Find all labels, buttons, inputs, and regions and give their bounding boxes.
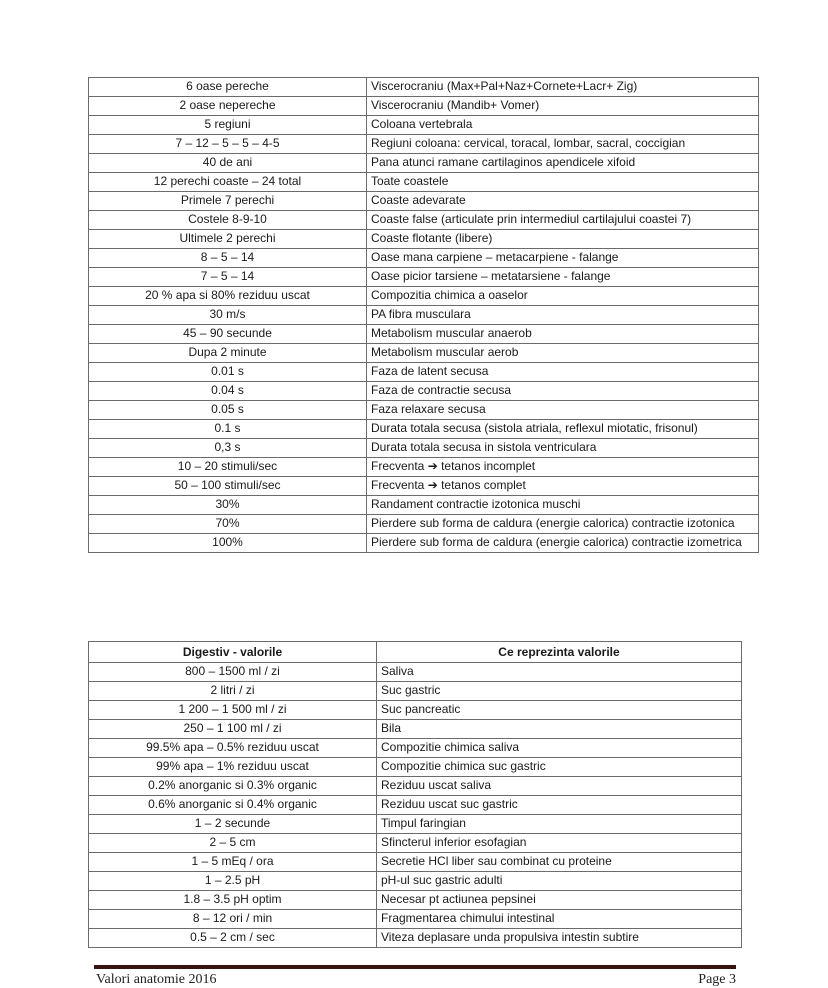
description-cell: Regiuni coloana: cervical, toracal, lombar, sacral, coccigian [367,135,759,154]
value-cell: 800 – 1500 ml / zi [89,663,377,682]
value-cell: 1 200 – 1 500 ml / zi [89,701,377,720]
table-row [89,173,759,192]
description-cell: Suc pancreatic [377,701,742,720]
table-row [89,796,742,815]
description-cell: Fragmentarea chimului intestinal [377,910,742,929]
value-cell: 40 de ani [89,154,367,173]
value-cell: 8 – 12 ori / min [89,910,377,929]
table-row [89,663,742,682]
description-cell: Viscerocraniu (Mandib+ Vomer) [367,97,759,116]
footer-rule [94,965,736,969]
table-row [89,891,742,910]
value-cell: 2 litri / zi [89,682,377,701]
value-cell: 70% [89,515,367,534]
table-row [89,515,759,534]
description-cell: Coloana vertebrala [367,116,759,135]
description-cell: Randament contractie izotonica muschi [367,496,759,515]
value-cell: 5 regiuni [89,116,367,135]
table-row [89,420,759,439]
table-row [89,534,759,553]
table-row [89,268,759,287]
description-cell: Faza relaxare secusa [367,401,759,420]
value-cell: 1 – 5 mEq / ora [89,853,377,872]
table-row [89,344,759,363]
header-values: Digestiv - valorile [89,642,377,663]
value-cell: 0.05 s [89,401,367,420]
value-cell: Ultimele 2 perechi [89,230,367,249]
table-row [89,78,759,97]
header-meaning: Ce reprezinta valorile [377,642,742,663]
description-cell: Necesar pt actiunea pepsinei [377,891,742,910]
description-cell: Reziduu uscat suc gastric [377,796,742,815]
table-row [89,758,742,777]
table-row [89,834,742,853]
value-cell: 8 – 5 – 14 [89,249,367,268]
table-row [89,192,759,211]
value-cell: 6 oase pereche [89,78,367,97]
description-cell: Reziduu uscat saliva [377,777,742,796]
table-row [89,872,742,891]
description-cell: Metabolism muscular aerob [367,344,759,363]
description-cell: Coaste flotante (libere) [367,230,759,249]
footer-title: Valori anatomie 2016 [96,972,217,987]
table-row [89,682,742,701]
description-cell: Compozitie chimica saliva [377,739,742,758]
value-cell: 7 – 5 – 14 [89,268,367,287]
description-cell: Pierdere sub forma de caldura (energie calorica) contractie izotonica [367,515,759,534]
table-row [89,230,759,249]
description-cell: Faza de latent secusa [367,363,759,382]
value-cell: 0.01 s [89,363,367,382]
description-cell: Faza de contractie secusa [367,382,759,401]
table-row [89,777,742,796]
table-row [89,496,759,515]
description-cell: Coaste false (articulate prin intermediul cartilajului coastei 7) [367,211,759,230]
value-cell: 250 – 1 100 ml / zi [89,720,377,739]
table-row [89,249,759,268]
description-cell: Metabolism muscular anaerob [367,325,759,344]
value-cell: 30 m/s [89,306,367,325]
value-cell: 7 – 12 – 5 – 5 – 4-5 [89,135,367,154]
value-cell: 0,3 s [89,439,367,458]
description-cell: Durata totala secusa in sistola ventriculara [367,439,759,458]
value-cell: 2 oase nepereche [89,97,367,116]
description-cell: Pana atunci ramane cartilaginos apendicele xifoid [367,154,759,173]
description-cell: Compozitia chimica a oaselor [367,287,759,306]
description-cell: Coaste adevarate [367,192,759,211]
table-row [89,287,759,306]
description-cell: Viscerocraniu (Max+Pal+Naz+Cornete+Lacr+ Zig) [367,78,759,97]
table-row [89,477,759,496]
value-cell: 0.6% anorganic si 0.4% organic [89,796,377,815]
value-cell: 99.5% apa – 0.5% reziduu uscat [89,739,377,758]
value-cell: 0.5 – 2 cm / sec [89,929,377,948]
value-cell: 99% apa – 1% reziduu uscat [89,758,377,777]
table-row [89,458,759,477]
description-cell: PA fibra musculara [367,306,759,325]
table-row [89,325,759,344]
description-cell: Frecventa ➔ tetanos complet [367,477,759,496]
table-row [89,382,759,401]
description-cell: Compozitie chimica suc gastric [377,758,742,777]
description-cell: Durata totala secusa (sistola atriala, reflexul miotatic, frisonul) [367,420,759,439]
table-row [89,929,742,948]
value-cell: 20 % apa si 80% reziduu uscat [89,287,367,306]
description-cell: Suc gastric [377,682,742,701]
table-row [89,853,742,872]
table-row [89,135,759,154]
table-row [89,910,742,929]
table-row [89,439,759,458]
description-cell: Toate coastele [367,173,759,192]
description-cell: Sfincterul inferior esofagian [377,834,742,853]
value-cell: 45 – 90 secunde [89,325,367,344]
value-cell: 0.2% anorganic si 0.3% organic [89,777,377,796]
page-number: Page 3 [698,972,736,987]
description-cell: Secretie HCl liber sau combinat cu proteine [377,853,742,872]
description-cell: Oase picior tarsiene – metatarsiene - falange [367,268,759,287]
table-row [89,720,742,739]
value-cell: 2 – 5 cm [89,834,377,853]
description-cell: Pierdere sub forma de caldura (energie calorica) contractie izometrica [367,534,759,553]
table-row [89,701,742,720]
table-row [89,97,759,116]
anatomy-values-table [88,77,759,553]
table-row [89,211,759,230]
table-header-row [89,642,742,663]
value-cell: 1 – 2 secunde [89,815,377,834]
description-cell: pH-ul suc gastric adulti [377,872,742,891]
table-row [89,154,759,173]
value-cell: 0.04 s [89,382,367,401]
value-cell: Costele 8-9-10 [89,211,367,230]
description-cell: Saliva [377,663,742,682]
description-cell: Timpul faringian [377,815,742,834]
table-row [89,306,759,325]
table-row [89,815,742,834]
table-row [89,401,759,420]
value-cell: Primele 7 perechi [89,192,367,211]
description-cell: Viteza deplasare unda propulsiva intestin subtire [377,929,742,948]
value-cell: 50 – 100 stimuli/sec [89,477,367,496]
digestive-values-table [88,641,742,948]
value-cell: 100% [89,534,367,553]
description-cell: Oase mana carpiene – metacarpiene - falange [367,249,759,268]
value-cell: 30% [89,496,367,515]
description-cell: Frecventa ➔ tetanos incomplet [367,458,759,477]
table-row [89,116,759,135]
value-cell: 1 – 2.5 pH [89,872,377,891]
description-cell: Bila [377,720,742,739]
table-row [89,739,742,758]
value-cell: 1.8 – 3.5 pH optim [89,891,377,910]
value-cell: 0.1 s [89,420,367,439]
value-cell: Dupa 2 minute [89,344,367,363]
value-cell: 10 – 20 stimuli/sec [89,458,367,477]
table-row [89,363,759,382]
value-cell: 12 perechi coaste – 24 total [89,173,367,192]
